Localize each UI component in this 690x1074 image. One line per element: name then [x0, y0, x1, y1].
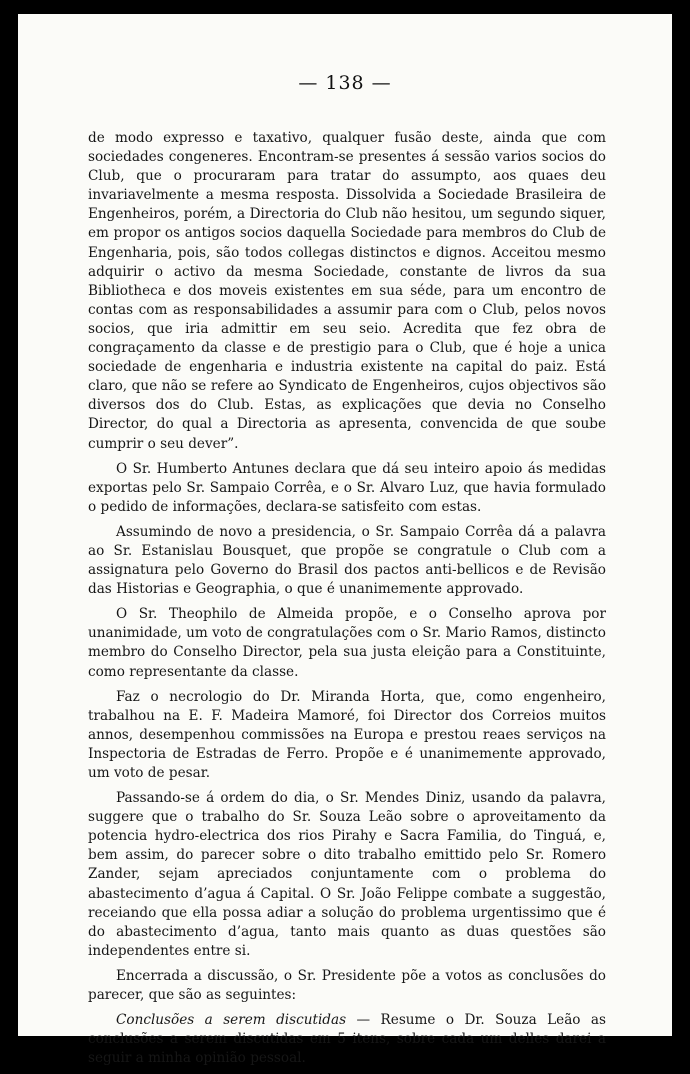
paragraph-6: Passando-se á ordem do dia, o Sr. Mendes Diniz, usando da palavra, suggere que o trabalho do Sr. Souza Leão sobre o aproveitamento da potencia hydro-electrica dos rios Pirahy e Sacra Familia, do Tinguá, e, bem assim, do parecer sobre o dito trabalho emittido pelo Sr. Romero Zander, sejam apreciados conjuntamente com o problema do abastecimento d’agua á Capital. O Sr. João Felippe combate a suggestão, receiando que ella possa adiar a solução do problema urgentissimo que é do abastecimento d’agua, tanto mais quanto as duas questões são independentes entre si. [88, 790, 606, 959]
paragraph-4: O Sr. Theophilo de Almeida propõe, e o Conselho aprova por unanimidade, um voto de congratulações com o Sr. Mario Ramos, distincto membro do Conselho Director, pela sua justa eleição para a Constituinte, como representante da classe. [88, 606, 606, 680]
paragraph-5: Faz o necrologio do Dr. Miranda Horta, que, como engenheiro, trabalhou na E. F. Madeira Mamoré, foi Director dos Correios muitos annos, desempenhou commissões na Europa e prestou reaes serviços na Inspectoria de Estradas de Ferro. Propõe e é unanimemente approvado, um voto de pesar. [88, 688, 606, 781]
conclusions-heading: Conclusões a serem discutidas [116, 1012, 347, 1029]
page-number: — 138 — [298, 72, 392, 94]
document-page [18, 14, 672, 1067]
paragraph-1: de modo expresso e taxativo, qualquer fusão deste, ainda que com sociedades congeneres. Encontram-se presentes á sessão varios socios do Club, que o procuraram para tratar do assumpto, aos quaes deu invariavelmente a mesma resposta. Dissolvida a Sociedade Brasileira de Engenheiros, porém, a Directoria do Club não hesitou, um segundo siquer, em propor os antigos socios daquella Sociedade para membros do Club de Engenharia, pois, são todos collegas distinctos e dignos. Acceitou mesmo adquirir o activo da mesma Sociedade, constante de livros da sua Bibliotheca e dos moveis existentes em sua séde, para um encontro de contas com as responsabilidades a assumir para com o Club, pelos novos socios, que iria admittir em seu seio. Acredita que fez obra de congraçamento da classe e de prestigio para o Club, que é hoje a unica sociedade de engenharia e industria existente na capital do paiz. Está claro, que não se refere ao Syndicato de Engenheiros, cujos objectivos são diversos dos do Club. Estas, as explicações que devia no Conselho Director, do qual a Directoria as apresenta, convencida de que soube cumprir o seu dever”. [88, 130, 606, 452]
paragraph-7: Encerrada a discussão, o Sr. Presidente põe a votos as conclusões do parecer, que são as seguintes: [88, 967, 606, 1004]
body-text [88, 129, 606, 1074]
paragraph-2: O Sr. Humberto Antunes declara que dá seu inteiro apoio ás medidas exportas pelo Sr. Sampaio Corrêa, e o Sr. Alvaro Luz, que havia formulado o pedido de informações, declara-se satisfeito com estas. [88, 460, 606, 515]
paragraph-3: Assumindo de novo a presidencia, o Sr. Sampaio Corrêa dá a palavra ao Sr. Estanislau Bousquet, que propõe se congratule o Club com a assignatura pelo Governo do Brasil dos pactos anti-bellicos e de Revisão das Historias e Geographia, o que é unanimemente approvado. [88, 523, 606, 598]
paragraph-8 [88, 1011, 606, 1068]
conclusions-text: — Resume o Dr. Souza Leão as conclusões a serem discutidas em 5 itens, sobre cada um delles darei a seguir a minha opinião pessoal. [88, 1012, 606, 1067]
